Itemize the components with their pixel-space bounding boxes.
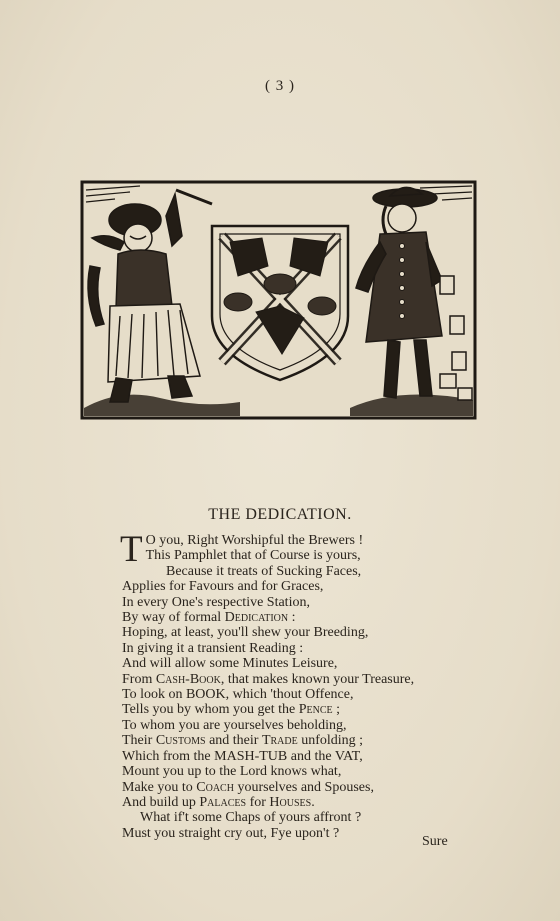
poem-line-19: What if't some Chaps of yours affront ?	[140, 810, 362, 826]
small-caps-run: Coach	[196, 779, 234, 795]
poem-line-2: This Pamphlet that of Course is yours,	[145, 548, 361, 564]
page-number: ( 3 )	[265, 78, 295, 94]
text-run: , that makes known your Treasure,	[220, 671, 415, 687]
poem-line-15: Which from the MASH-TUB and the VAT,	[122, 748, 363, 764]
small-caps-run: Cash-Book	[155, 671, 221, 687]
poem-line-8: In giving it a transient Reading :	[122, 640, 304, 656]
poem-line-3: Because it treats of Sucking Faces,	[166, 563, 362, 579]
woodcut-image	[80, 176, 478, 420]
small-caps-run: Trade	[261, 733, 298, 749]
text-run: And build up	[122, 794, 200, 810]
dedication-title: THE DEDICATION.	[208, 506, 352, 523]
poem-line-10	[122, 672, 482, 687]
text-run: ;	[332, 702, 341, 718]
poem-line-7: Hoping, at least, you'll shew your Breeding,	[122, 625, 369, 641]
drop-cap: T	[120, 529, 143, 570]
small-caps-run: Palaces	[199, 794, 247, 810]
text-run: unfolding ;	[297, 733, 364, 749]
poem-line-20: Must you straight cry out, Fye upon't ?	[122, 825, 340, 841]
text-run: yourselves and Spouses,	[233, 779, 374, 795]
text-run: .	[311, 794, 315, 810]
text-run: Their	[122, 733, 156, 749]
poem-line-1: O you, Right Worshipful the Brewers !	[145, 533, 364, 548]
text-run: Tells you by whom you get the	[122, 702, 299, 718]
small-caps-run: Dedication	[224, 610, 289, 626]
small-caps-run: Houses	[269, 794, 312, 810]
poem-line-18	[122, 795, 482, 810]
poem-line-9: And will allow some Minutes Leisure,	[122, 656, 338, 672]
small-caps-run: Customs	[155, 733, 206, 749]
poem-line-14	[122, 733, 482, 748]
text-run: By way of formal	[122, 610, 225, 626]
poem-line-13: To whom you are yourselves beholding,	[122, 717, 347, 733]
catchword: Sure	[422, 834, 448, 849]
woodcut-illustration	[80, 176, 478, 420]
text-run: and their	[205, 733, 262, 749]
poem-line-12	[122, 702, 482, 717]
small-caps-run: Pence	[298, 702, 333, 718]
dedication-poem	[120, 529, 482, 841]
poem-line-4: Applies for Favours and for Graces,	[122, 579, 324, 595]
poem-line-6	[122, 610, 482, 625]
text-run: From	[122, 671, 156, 687]
text-run: for	[246, 794, 270, 810]
text-run: :	[288, 610, 296, 626]
poem-line-16: Mount you up to the Lord knows what,	[122, 764, 342, 780]
text-run: Make you to	[122, 779, 197, 795]
poem-line-11: To look on BOOK, which 'thout Offence,	[122, 687, 354, 703]
poem-line-17	[122, 780, 482, 795]
poem-line-5: In every One's respective Station,	[122, 594, 310, 610]
